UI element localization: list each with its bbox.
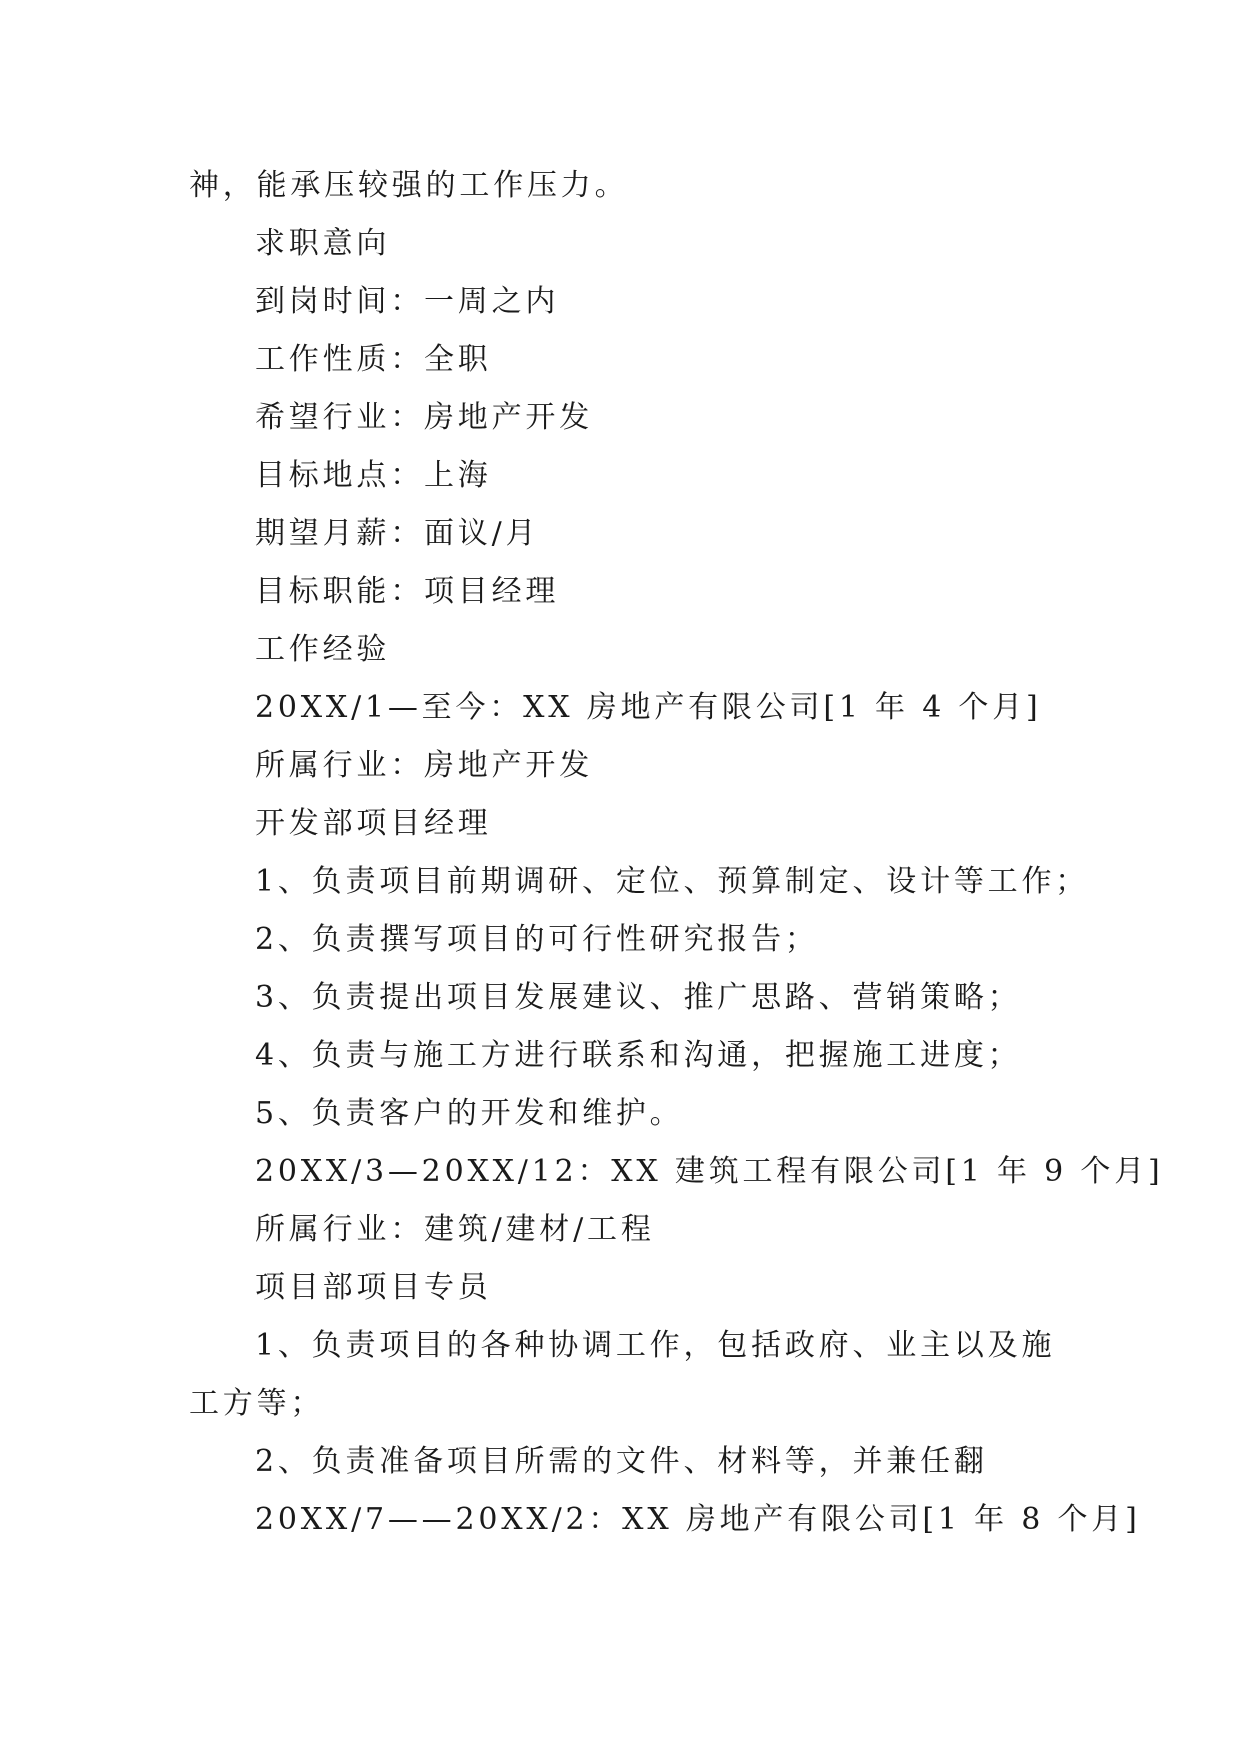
text-line-expected-salary: 期望月薪：面议/月	[255, 516, 540, 551]
text-line-arrival-time: 到岗时间：一周之内	[255, 284, 560, 319]
text-line-job-1-duty-4: 4、负责与施工方进行联系和沟通，把握施工进度；	[255, 1038, 1022, 1073]
text-line-job-1-duty-1: 1、负责项目前期调研、定位、预算制定、设计等工作；	[255, 864, 1090, 899]
text-line-job-1-duty-2: 2、负责撰写项目的可行性研究报告；	[255, 922, 819, 957]
text-line-job-1-period: 20XX/1—至今：XX 房地产有限公司[1 年 4 个月]	[255, 690, 1042, 725]
text-line-job-1-industry: 所属行业：房地产开发	[255, 748, 593, 783]
text-line-job-2-industry: 所属行业：建筑/建材/工程	[255, 1212, 655, 1247]
section-heading-job-intention: 求职意向	[255, 226, 391, 261]
text-line-job-3-period: 20XX/7——20XX/2：XX 房地产有限公司[1 年 8 个月]	[255, 1502, 1141, 1537]
text-line-target-function: 目标职能：项目经理	[255, 574, 560, 609]
text-line-desired-industry: 希望行业：房地产开发	[255, 400, 593, 435]
text-line-job-2-duty-2: 2、负责准备项目所需的文件、材料等，并兼任翻	[255, 1444, 988, 1479]
text-line-job-type: 工作性质：全职	[255, 342, 492, 377]
text-line-continuation: 神，能承压较强的工作压力。	[189, 168, 629, 203]
text-line-job-2-duty-1-wrap: 工方等；	[189, 1386, 325, 1421]
text-line-target-location: 目标地点：上海	[255, 458, 492, 493]
text-line-job-1-duty-5: 5、负责客户的开发和维护。	[255, 1096, 684, 1131]
text-line-job-2-period: 20XX/3—20XX/12：XX 建筑工程有限公司[1 年 9 个月]	[255, 1154, 1164, 1189]
text-line-job-1-duty-3: 3、负责提出项目发展建议、推广思路、营销策略；	[255, 980, 1022, 1015]
text-line-job-2-position: 项目部项目专员	[255, 1270, 492, 1305]
text-line-job-2-duty-1: 1、负责项目的各种协调工作，包括政府、业主以及施	[255, 1328, 1056, 1363]
section-heading-work-experience: 工作经验	[255, 632, 391, 667]
text-line-job-1-position: 开发部项目经理	[255, 806, 492, 841]
